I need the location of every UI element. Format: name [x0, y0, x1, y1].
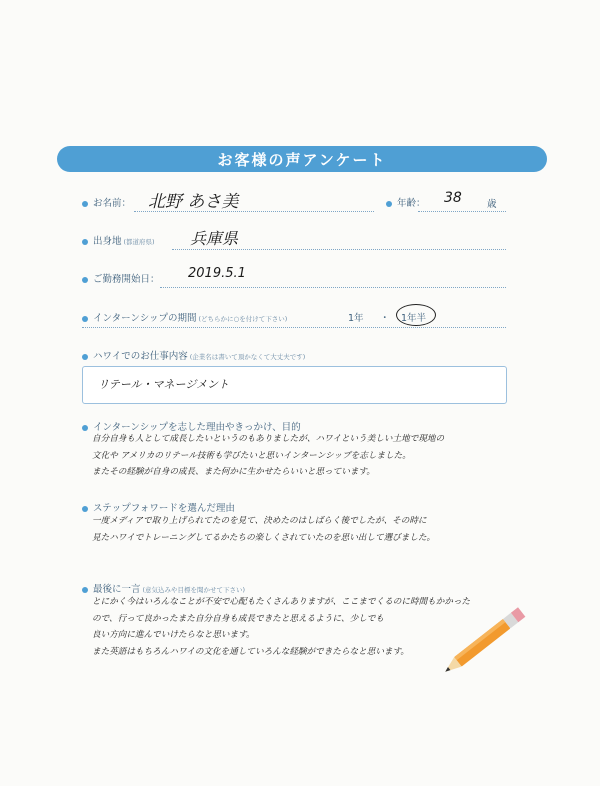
bullet-dot-icon [386, 201, 392, 207]
bullet-dot-icon [82, 201, 88, 207]
age-underline [418, 211, 506, 212]
final-line: また英語はもちろんハワイの文化を通していろんな経験ができたらなと思います。 [92, 646, 410, 657]
stepforward-label-row [82, 500, 235, 514]
period-label: インターンシップの期間 [93, 313, 197, 324]
stepforward-line: 見たハワイでトレーニングしてるかたちの楽しくされていたのを思い出して選びました。 [92, 532, 436, 543]
bullet-dot-icon [82, 316, 88, 322]
start-label: ご勤務開始日： [93, 274, 160, 285]
period-label-row [82, 310, 287, 324]
bullet-dot-icon [82, 354, 88, 360]
stepforward-text [92, 513, 435, 546]
final-hint: (意気込みや目標を聞かせて下さい) [142, 586, 246, 594]
bullet-dot-icon [82, 425, 88, 431]
name-underline [134, 211, 374, 212]
start-label-row [82, 271, 160, 285]
bullet-dot-icon [82, 239, 88, 245]
name-label-row [82, 195, 131, 209]
age-label: 年齢： [397, 198, 426, 209]
reason-text [92, 431, 444, 481]
bullet-dot-icon [82, 506, 88, 512]
hometown-value: 兵庫県 [190, 229, 239, 248]
period-underline [82, 327, 506, 328]
stepforward-label: ステップフォワードを選んだ理由 [93, 503, 235, 514]
age-unit: 歳 [487, 199, 497, 210]
period-separator: ・ [380, 313, 390, 324]
final-line: ので、行って良かったまた自分自身も成長できたと思えるように、少しでも [92, 613, 385, 624]
reason-line: またその経験が自身の成長、また何かに生かせたらいいと思っています。 [92, 467, 375, 477]
job-label: ハワイでのお仕事内容 [93, 351, 188, 362]
pencil-icon [440, 598, 540, 678]
job-hint: (企業名は書いて頂かなくて大丈夫です) [189, 353, 306, 361]
hometown-label-row [82, 233, 155, 247]
hometown-underline [172, 249, 506, 250]
job-label-row [82, 348, 305, 362]
reason-line: 文化や アメリカのリテール技術も学びたいと思いインターンシップを志しました。 [92, 450, 411, 461]
selection-circle [396, 304, 436, 326]
period-hint: (どちらかに○を付けて下さい) [198, 315, 288, 323]
final-label-row [82, 581, 245, 595]
final-line: とにかく今はいろんなことが不安で心配もたくさんありますが、ここまでくるのに時間もかかった [92, 597, 471, 607]
job-value: リテール・マネージメント [98, 378, 230, 391]
period-option-1: 1年 [348, 313, 364, 324]
final-text [92, 594, 470, 660]
name-label: お名前： [93, 198, 132, 209]
final-line: 良い方向に進んでいけたらなと思います。 [92, 630, 255, 640]
hometown-label: 出身地 [93, 236, 122, 247]
bullet-dot-icon [82, 277, 88, 283]
age-label-row [386, 195, 426, 209]
hometown-hint: (都道府県) [123, 238, 155, 246]
start-value: 2019.5.1 [188, 266, 246, 281]
survey-title: お客様の声アンケート [57, 146, 547, 172]
stepforward-line: 一度メディアで取り上げられてたのを見て、決めたのはしばらく後でしたが、その時に [92, 516, 427, 526]
name-value: 北野 あさ美 [148, 192, 239, 212]
age-value: 38 [444, 190, 462, 206]
bullet-dot-icon [82, 587, 88, 593]
period-option-2: 1年半 [401, 313, 427, 324]
final-label: 最後に一言 [93, 584, 141, 595]
start-underline [160, 287, 506, 288]
reason-label: インターンシップを志した理由やきっかけ、目的 [93, 422, 301, 433]
reason-line: 自分自身も人として成長したいというのもありましたが、ハワイという美しい土地で現地の [92, 434, 445, 444]
